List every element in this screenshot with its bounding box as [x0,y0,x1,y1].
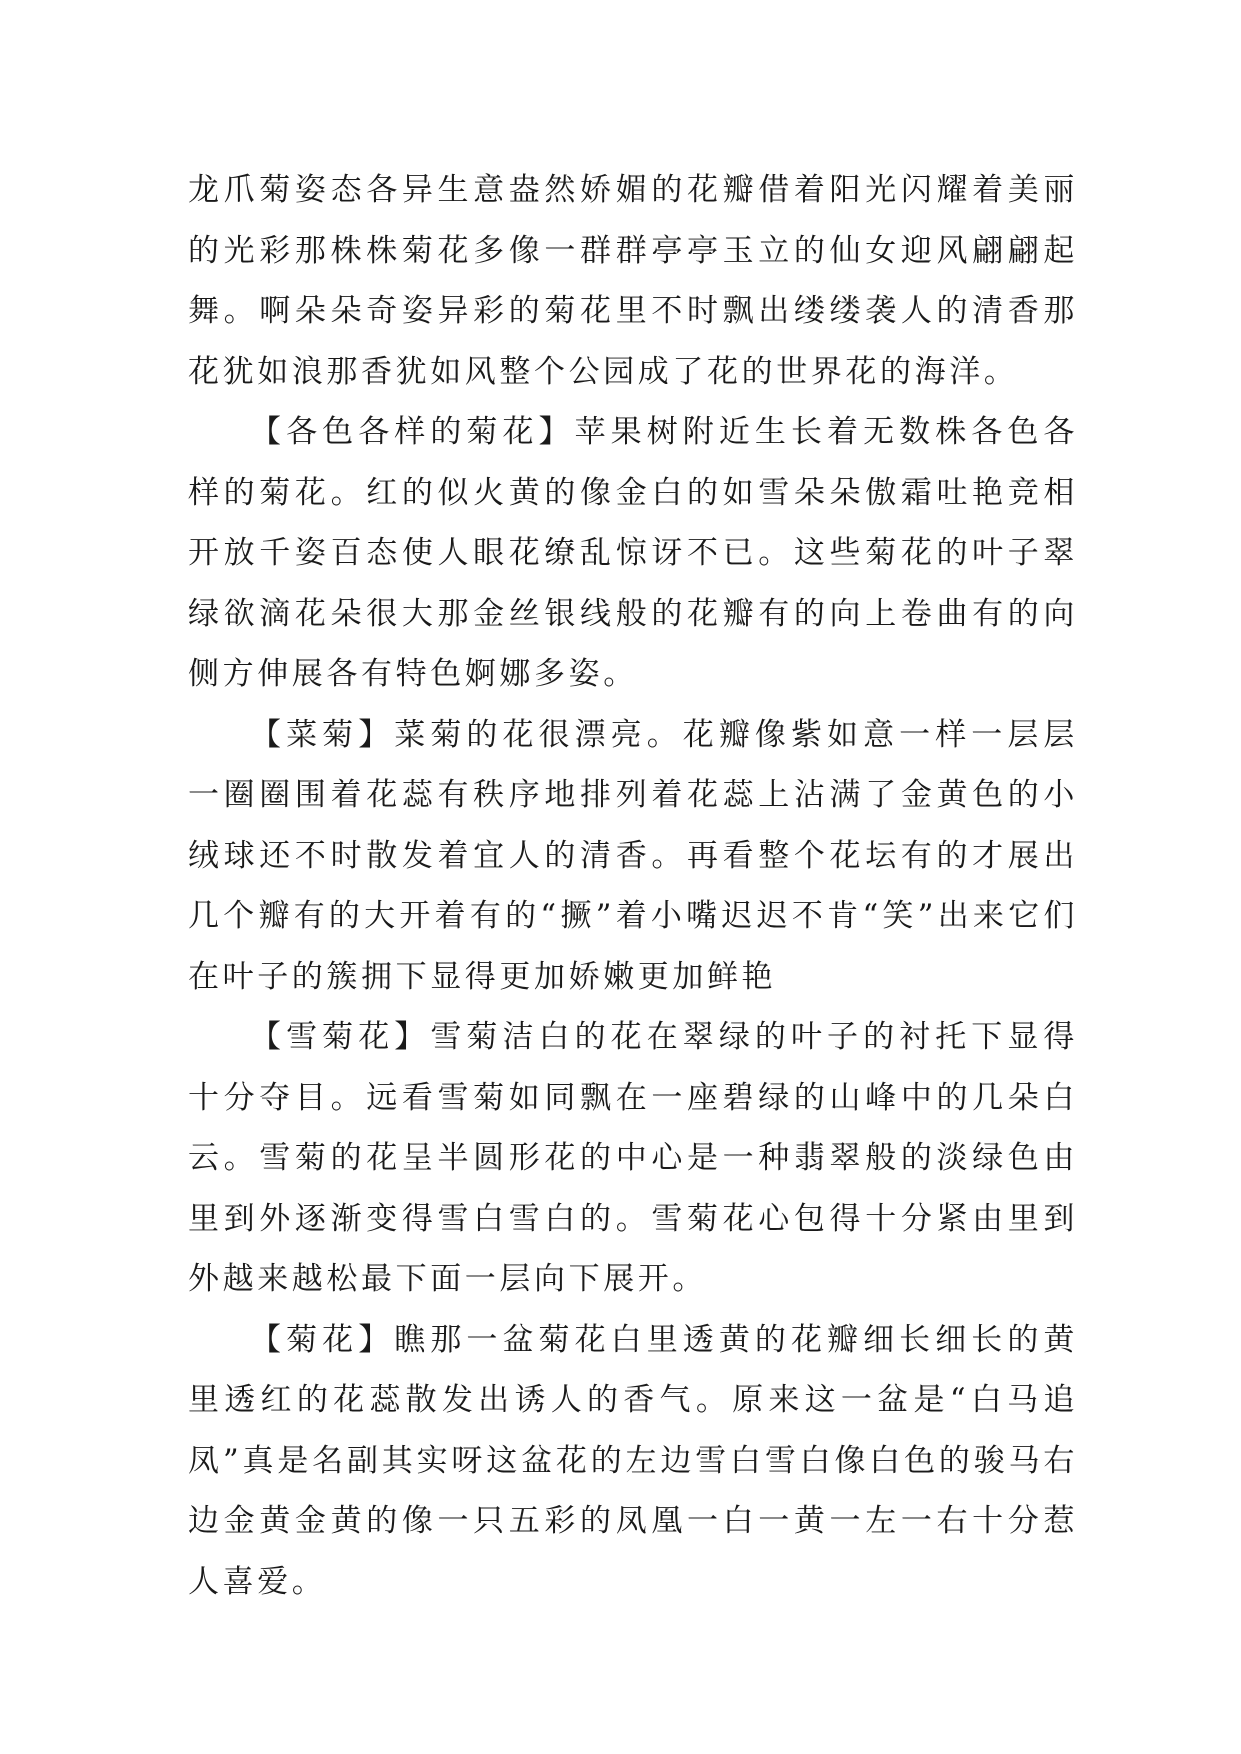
paragraph-longzhua-ju: 龙爪菊姿态各异生意盎然娇媚的花瓣借着阳光闪耀着美丽的光彩那株株菊花多像一群群亭亭玉立的仙女迎风翩翩起舞。啊朵朵奇姿异彩的菊花里不时飘出缕缕袭人的清香那花犹如浪那香犹如风整个公园成了花的世界花的海洋。 [188,172,1078,390]
document-body [188,160,1078,1612]
paragraph-gese-geyang: 【各色各样的菊花】苹果树附近生长着无数株各色各样的菊花。红的似火黄的像金白的如雪朵朵傲霜吐艳竞相开放千姿百态使人眼花缭乱惊讶不已。这些菊花的叶子翠绿欲滴花朵很大那金丝银线般的花瓣有的向上卷曲有的向侧方伸展各有特色婀娜多姿。 [188,414,1078,692]
paragraph-juhua: 【菊花】瞧那一盆菊花白里透黄的花瓣细长细长的黄里透红的花蕊散发出诱人的香气。原来这一盆是“白马追凤”真是名副其实呀这盆花的左边雪白雪白像白色的骏马右边金黄金黄的像一只五彩的凤凰一白一黄一左一右十分惹人喜爱。 [188,1321,1078,1600]
paragraph-caiju: 【菜菊】菜菊的花很漂亮。花瓣像紫如意一样一层层一圈圈围着花蕊有秩序地排列着花蕊上沾满了金黄色的小绒球还不时散发着宜人的清香。再看整个花坛有的才展出几个瓣有的大开着有的“撅”着小嘴迟迟不肯“笑”出来它们在叶子的簇拥下显得更加娇嫩更加鲜艳 [188,716,1078,995]
paragraph-xuejuhua: 【雪菊花】雪菊洁白的花在翠绿的叶子的衬托下显得十分夺目。远看雪菊如同飘在一座碧绿的山峰中的几朵白云。雪菊的花呈半圆形花的中心是一种翡翠般的淡绿色由里到外逐渐变得雪白雪白的。雪菊花心包得十分紧由里到外越来越松最下面一层向下展开。 [188,1019,1078,1297]
